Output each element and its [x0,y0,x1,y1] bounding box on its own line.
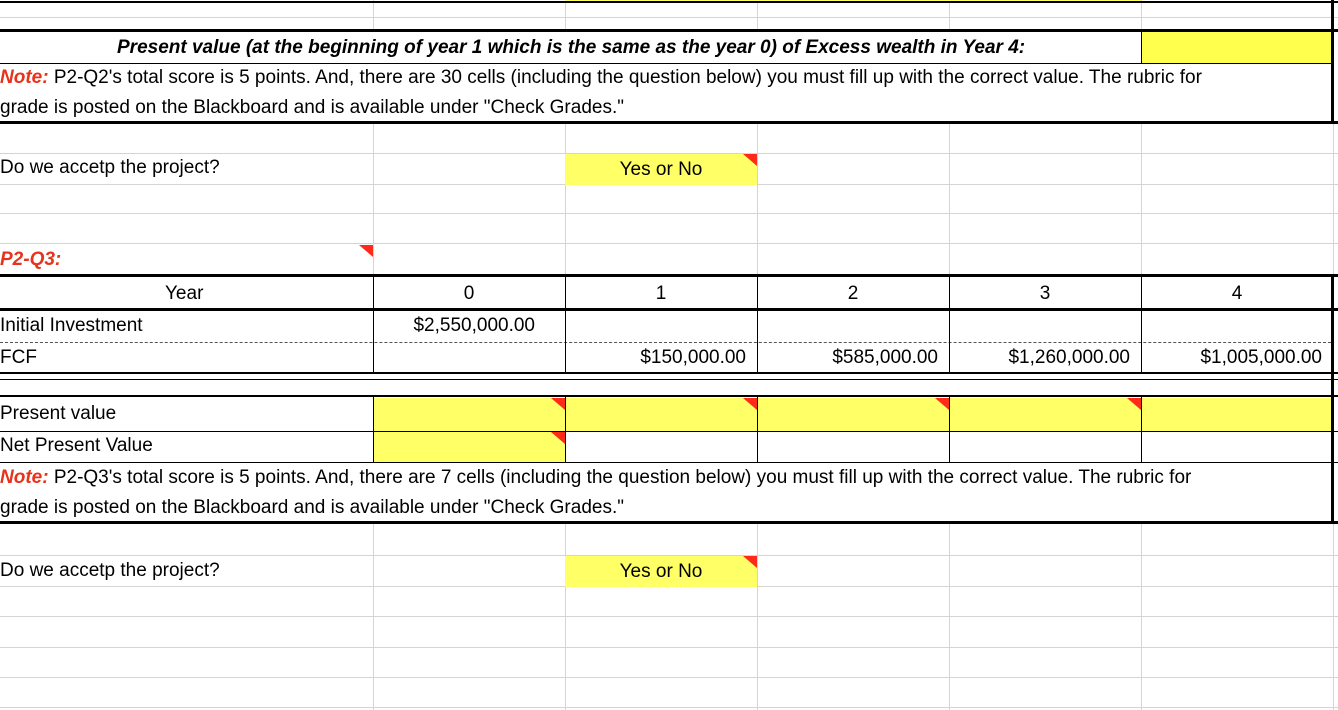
comment-marker-icon [551,432,565,444]
q3-pv-input-0[interactable] [374,398,565,431]
q3-initial-investment-value: $2,550,000.00 [413,315,535,336]
q3-note-line1 [0,467,1191,489]
border [0,431,1338,432]
q3-note-line2: grade is posted on the Blackboard and is available under "Check Grades." [0,497,624,518]
q3-heading: P2-Q3: [0,249,62,270]
border [0,521,1338,524]
q3-fcf-4: $1,005,000.00 [1200,347,1322,368]
q3-fcf-1: $150,000.00 [640,347,746,368]
border [0,121,1338,124]
q3-initial-investment-label: Initial Investment [0,315,143,336]
comment-marker-icon [935,398,949,410]
q2-note-prefix: Note: [0,67,49,88]
border [0,29,1338,32]
comment-marker-icon [359,245,373,257]
q3-fcf-3: $1,260,000.00 [1008,347,1130,368]
q2-pv-label: Present value (at the beginning of year 1 which is the same as the year 0) of Excess wealth in Year 4: [117,37,1026,58]
border [0,462,1338,463]
q3-present-value-label: Present value [0,403,117,424]
q3-pv-input-4[interactable] [1142,398,1331,431]
q3-year-1: 1 [655,283,667,304]
q2-note-line2: grade is posted on the Blackboard and is available under "Check Grades." [0,97,624,118]
q2-pv-input-cell[interactable] [1142,32,1331,63]
q3-year-3: 3 [1039,283,1051,304]
q3-npv-label: Net Present Value [0,435,153,456]
border [0,274,1338,277]
q2-accept-question: Do we accetp the project? [0,157,220,178]
border [0,395,1338,397]
border [0,1,1338,3]
border [0,372,1338,374]
comment-marker-icon [743,398,757,410]
border [0,63,1331,64]
q2-accept-answer-cell[interactable] [565,154,757,185]
q3-pv-input-2[interactable] [758,398,949,431]
comment-marker-icon [551,398,565,410]
q3-accept-answer: Yes or No [619,561,703,582]
q3-accept-answer-cell[interactable] [565,556,757,587]
q3-pv-input-3[interactable] [950,398,1141,431]
q3-fcf-label: FCF [0,347,37,368]
q3-pv-input-1[interactable] [566,398,757,431]
border [0,379,1338,380]
border [0,308,1338,311]
q3-fcf-2: $585,000.00 [832,347,938,368]
border [0,342,1331,343]
comment-marker-icon [743,556,757,568]
q3-year-label: Year [165,283,204,304]
q2-note-line1 [0,67,1202,89]
q3-year-0: 0 [463,283,475,304]
q3-note-text: P2-Q3's total score is 5 points. And, there are 7 cells (including the question below) you must fill up with the correct value. The rubric for [48,467,1192,488]
border [1331,274,1334,524]
q3-npv-input[interactable] [374,432,565,462]
q2-note-text: P2-Q2's total score is 5 points. And, there are 30 cells (including the question below) you must fill up with the correct value. The rubric for [48,67,1202,88]
q3-accept-question: Do we accetp the project? [0,560,220,581]
q3-year-4: 4 [1231,283,1243,304]
q3-year-2: 2 [847,283,859,304]
border [1331,0,1334,124]
comment-marker-icon [743,154,757,166]
q3-note-prefix: Note: [0,467,49,488]
q2-accept-answer: Yes or No [619,159,703,180]
comment-marker-icon [1127,398,1141,410]
